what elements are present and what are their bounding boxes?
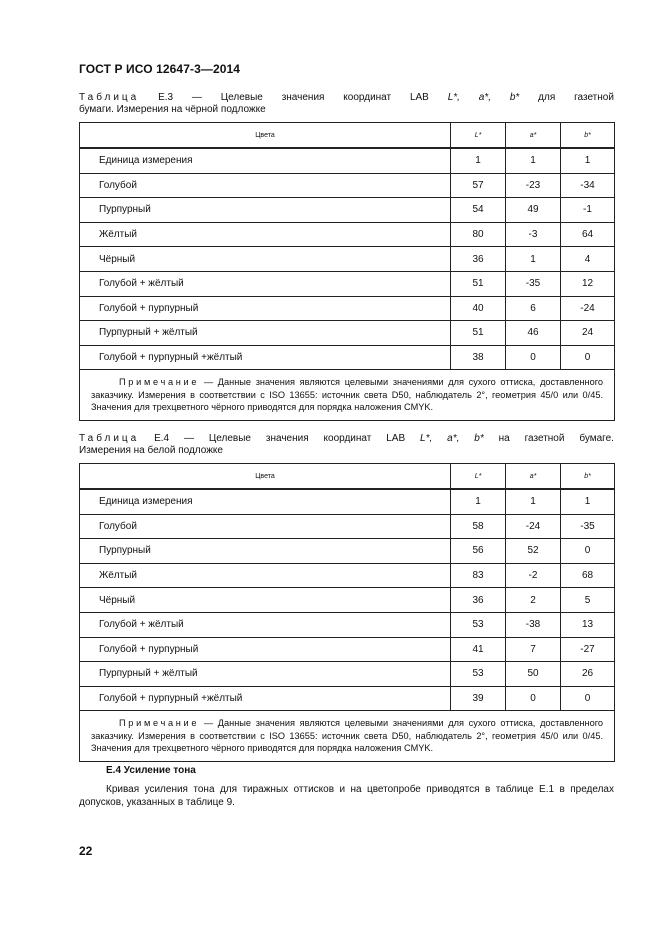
row-l: 1 (451, 148, 506, 173)
row-l: 40 (451, 296, 506, 321)
row-a: -3 (506, 222, 561, 247)
row-name: Голубой + пурпурный (80, 296, 451, 321)
table-row (80, 662, 615, 687)
row-a: 1 (506, 489, 561, 514)
page-title: ГОСТ Р ИСО 12647-3—2014 (79, 62, 241, 76)
table-row (80, 321, 615, 346)
caption-word: LAB (386, 433, 406, 444)
table-row (80, 489, 615, 514)
caption-number: Е.3 (158, 92, 174, 103)
row-name: Пурпурный + жёлтый (80, 662, 451, 687)
note-text: — Данные значения являются целевыми значениями для сухого оттиска, доставленного заказчику. Измерения в соответствии с ISO 13655: источник света D50, наблюдатель 2°, геометрия 45/0 или 0/45. Значения для трехцветного чёрного приводятся для порядка наложения CMYK. (91, 718, 603, 754)
caption-word: LAB (409, 92, 429, 103)
row-b: 0 (561, 345, 615, 370)
note-label: Примечание (119, 377, 200, 388)
row-l: 38 (451, 345, 506, 370)
row-a: 50 (506, 662, 561, 687)
table2-caption (79, 433, 614, 457)
table-e4 (79, 463, 615, 762)
row-l: 56 (451, 539, 506, 564)
table-row (80, 686, 615, 711)
row-a: -23 (506, 173, 561, 198)
row-l: 58 (451, 514, 506, 539)
section-paragraph: Кривая усиления тона для тиражных оттисков и на цветопробе приводятся в таблице Е.1 в пределах допусков, указанных в таблице 9. (79, 784, 614, 808)
row-l: 36 (451, 247, 506, 272)
row-l: 53 (451, 662, 506, 687)
row-name: Единица измерения (80, 148, 451, 173)
header-b: b* (561, 464, 615, 490)
row-b: -24 (561, 296, 615, 321)
table-e3 (79, 122, 615, 421)
row-name: Чёрный (80, 247, 451, 272)
row-b: -27 (561, 637, 615, 662)
header-l: L* (451, 464, 506, 490)
row-l: 51 (451, 321, 506, 346)
caption-number: Е.4 (154, 433, 170, 444)
caption-coord: a*, (447, 433, 460, 444)
row-name: Голубой + жёлтый (80, 612, 451, 637)
row-name: Голубой + пурпурный (80, 637, 451, 662)
table-note (80, 370, 615, 421)
table-row (80, 222, 615, 247)
caption-word: на (498, 433, 510, 444)
row-name: Голубой (80, 514, 451, 539)
row-name: Единица измерения (80, 489, 451, 514)
row-b: 4 (561, 247, 615, 272)
row-name: Голубой + пурпурный +жёлтый (80, 345, 451, 370)
row-a: -35 (506, 271, 561, 296)
caption-coord: L*, (447, 92, 460, 103)
caption-word: координат (343, 92, 392, 103)
row-a: 1 (506, 148, 561, 173)
caption-label: Таблица (79, 433, 140, 444)
row-a: 49 (506, 198, 561, 223)
page-number: 22 (79, 844, 93, 858)
caption-coord: b* (509, 92, 520, 103)
row-l: 51 (451, 271, 506, 296)
caption-dash: — (191, 92, 202, 103)
row-a: 46 (506, 321, 561, 346)
row-b: 13 (561, 612, 615, 637)
caption-coord: L*, (420, 433, 433, 444)
table-row (80, 345, 615, 370)
row-l: 53 (451, 612, 506, 637)
row-b: 26 (561, 662, 615, 687)
row-a: 2 (506, 588, 561, 613)
table-row (80, 247, 615, 272)
header-colors: Цвета (80, 464, 451, 490)
row-b: 68 (561, 563, 615, 588)
row-name: Жёлтый (80, 222, 451, 247)
row-a: -24 (506, 514, 561, 539)
row-a: 0 (506, 686, 561, 711)
table1-caption (79, 92, 614, 116)
row-b: 1 (561, 148, 615, 173)
caption-dash: — (184, 433, 195, 444)
row-b: -35 (561, 514, 615, 539)
row-b: 12 (561, 271, 615, 296)
table-row (80, 637, 615, 662)
caption-word: бумаге. (579, 433, 614, 444)
caption-word: Целевые (220, 92, 263, 103)
row-a: 0 (506, 345, 561, 370)
table-header-row (80, 464, 615, 490)
table-row (80, 271, 615, 296)
row-l: 1 (451, 489, 506, 514)
table-note-row (80, 711, 615, 762)
table-row (80, 296, 615, 321)
row-l: 80 (451, 222, 506, 247)
row-l: 39 (451, 686, 506, 711)
row-a: -38 (506, 612, 561, 637)
header-a: a* (506, 123, 561, 149)
caption-coord: a*, (478, 92, 492, 103)
row-name: Жёлтый (80, 563, 451, 588)
table-row (80, 514, 615, 539)
table-note-row (80, 370, 615, 421)
row-a: 1 (506, 247, 561, 272)
caption-line2: Измерения на белой подложке (79, 445, 223, 456)
table-row (80, 198, 615, 223)
caption-word: газетной (574, 92, 614, 103)
row-name: Пурпурный + жёлтый (80, 321, 451, 346)
caption-word: значения (265, 433, 309, 444)
table-header-row (80, 123, 615, 149)
row-b: 1 (561, 489, 615, 514)
row-a: 52 (506, 539, 561, 564)
row-b: -1 (561, 198, 615, 223)
caption-label: Таблица (79, 92, 140, 103)
row-a: 7 (506, 637, 561, 662)
row-b: 5 (561, 588, 615, 613)
row-name: Пурпурный (80, 539, 451, 564)
row-l: 36 (451, 588, 506, 613)
row-b: -34 (561, 173, 615, 198)
row-l: 83 (451, 563, 506, 588)
row-l: 54 (451, 198, 506, 223)
caption-word: для (538, 92, 556, 103)
header-b: b* (561, 123, 615, 149)
row-b: 24 (561, 321, 615, 346)
caption-word: Целевые (208, 433, 251, 444)
table-row (80, 588, 615, 613)
row-l: 57 (451, 173, 506, 198)
table-row (80, 148, 615, 173)
row-b: 0 (561, 686, 615, 711)
header-l: L* (451, 123, 506, 149)
header-a: a* (506, 464, 561, 490)
caption-word: значения (281, 92, 325, 103)
row-name: Чёрный (80, 588, 451, 613)
row-b: 0 (561, 539, 615, 564)
section-title: Е.4 Усиление тона (106, 765, 196, 776)
caption-line2: бумаги. Измерения на чёрной подложке (79, 104, 266, 115)
caption-word: координат (323, 433, 372, 444)
note-text: — Данные значения являются целевыми значениями для сухого оттиска, доставленного заказчику. Измерения в соответствии с ISO 13655: источник света D50, наблюдатель 2°, геометрия 45/0 или 0/45. Значения для трехцветного чёрного приводятся для порядка наложения CMYK. (91, 377, 603, 413)
header-colors: Цвета (80, 123, 451, 149)
caption-coord: b* (474, 433, 484, 444)
table-row (80, 173, 615, 198)
row-name: Голубой + жёлтый (80, 271, 451, 296)
row-name: Голубой + пурпурный +жёлтый (80, 686, 451, 711)
table-row (80, 539, 615, 564)
row-l: 41 (451, 637, 506, 662)
row-a: 6 (506, 296, 561, 321)
caption-word: газетной (524, 433, 565, 444)
table-row (80, 563, 615, 588)
note-label: Примечание (119, 718, 200, 729)
row-name: Пурпурный (80, 198, 451, 223)
table-row (80, 612, 615, 637)
table-note (80, 711, 615, 762)
row-name: Голубой (80, 173, 451, 198)
row-a: -2 (506, 563, 561, 588)
row-b: 64 (561, 222, 615, 247)
